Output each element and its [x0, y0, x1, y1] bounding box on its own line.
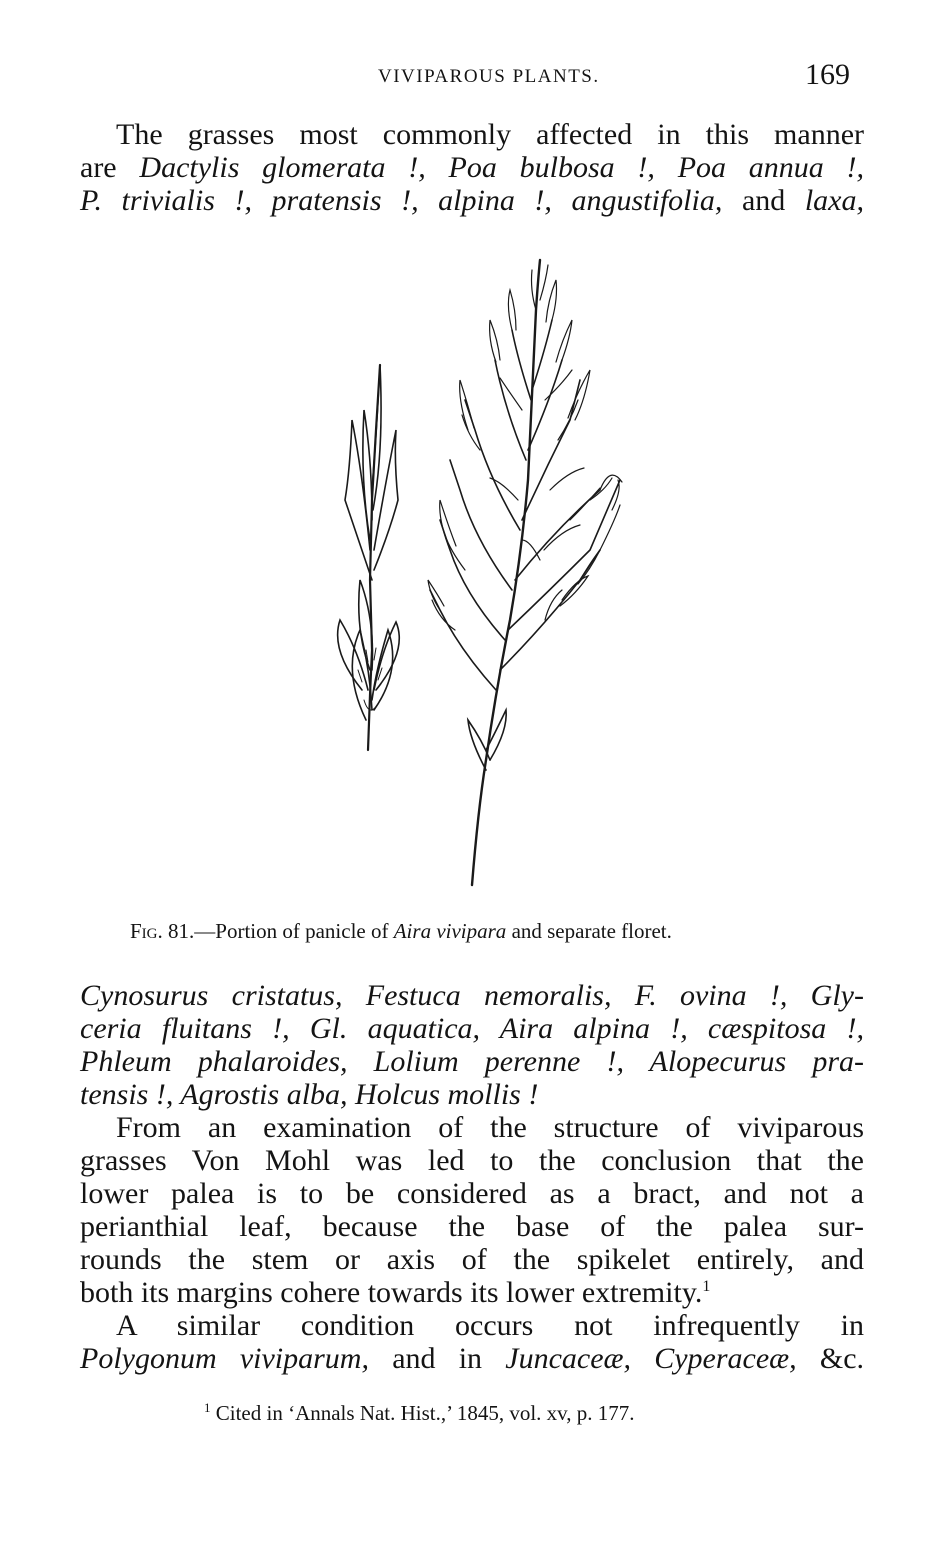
- text-line: Phleum phalaroides, Lolium perenne !, Alopecurus pra-: [80, 1045, 864, 1078]
- figure-aira-vivipara: [300, 250, 860, 900]
- text-line: P. trivialis !, pratensis !, alpina !, angustifolia, and laxa,: [80, 184, 864, 217]
- text-line: rounds the stem or axis of the spikelet entirely, and: [80, 1243, 864, 1276]
- text-line: From an examination of the structure of viviparous: [116, 1111, 864, 1144]
- text-line: lower palea is to be considered as a bract, and not a: [80, 1177, 864, 1210]
- running-title: VIVIPAROUS PLANTS.: [378, 66, 600, 87]
- page-header: [80, 58, 856, 98]
- footnote-marker: 1: [204, 1400, 211, 1415]
- text-line: Cynosurus cristatus, Festuca nemoralis, F. ovina !, Gly-: [80, 979, 864, 1012]
- panicle-illustration: [428, 260, 622, 885]
- footnote-ref: 1: [702, 1278, 711, 1295]
- paragraph-species-continued: [80, 979, 864, 1111]
- text-line: grasses Von Mohl was led to the conclusion that the: [80, 1144, 864, 1177]
- paragraph-grasses-list: [80, 118, 864, 217]
- figure-caption: Fig. 81.—Portion of panicle of Aira vivipara and separate floret.: [130, 919, 672, 943]
- text-line: perianthial leaf, because the base of the palea sur-: [80, 1210, 864, 1243]
- text-line: The grasses most commonly affected in this manner: [116, 118, 864, 151]
- paragraph-von-mohl: [80, 1111, 864, 1309]
- text-line: tensis !, Agrostis alba, Holcus mollis !: [80, 1078, 539, 1111]
- text-line: Polygonum viviparum, and in Juncaceæ, Cyperaceæ, &c.: [80, 1342, 865, 1375]
- footnote-text: Cited in ‘Annals Nat. Hist.,’ 1845, vol. xv, p. 177.: [215, 1401, 635, 1425]
- page-number: 169: [805, 58, 850, 91]
- footnote: [204, 1400, 635, 1426]
- text-line: both its margins cohere towards its lower extremity.$^1$: [80, 1276, 711, 1309]
- text-line: are Dactylis glomerata !, Poa bulbosa !, Poa annua !,: [80, 151, 865, 184]
- text-line: ceria fluitans !, Gl. aquatica, Aira alpina !, cæspitosa !,: [80, 1012, 864, 1045]
- figure-label: Fig. 81.: [130, 919, 195, 943]
- paragraph-polygonum: [80, 1309, 864, 1375]
- text-line: A similar condition occurs not infrequently in: [116, 1309, 864, 1342]
- floret-illustration: [338, 365, 400, 750]
